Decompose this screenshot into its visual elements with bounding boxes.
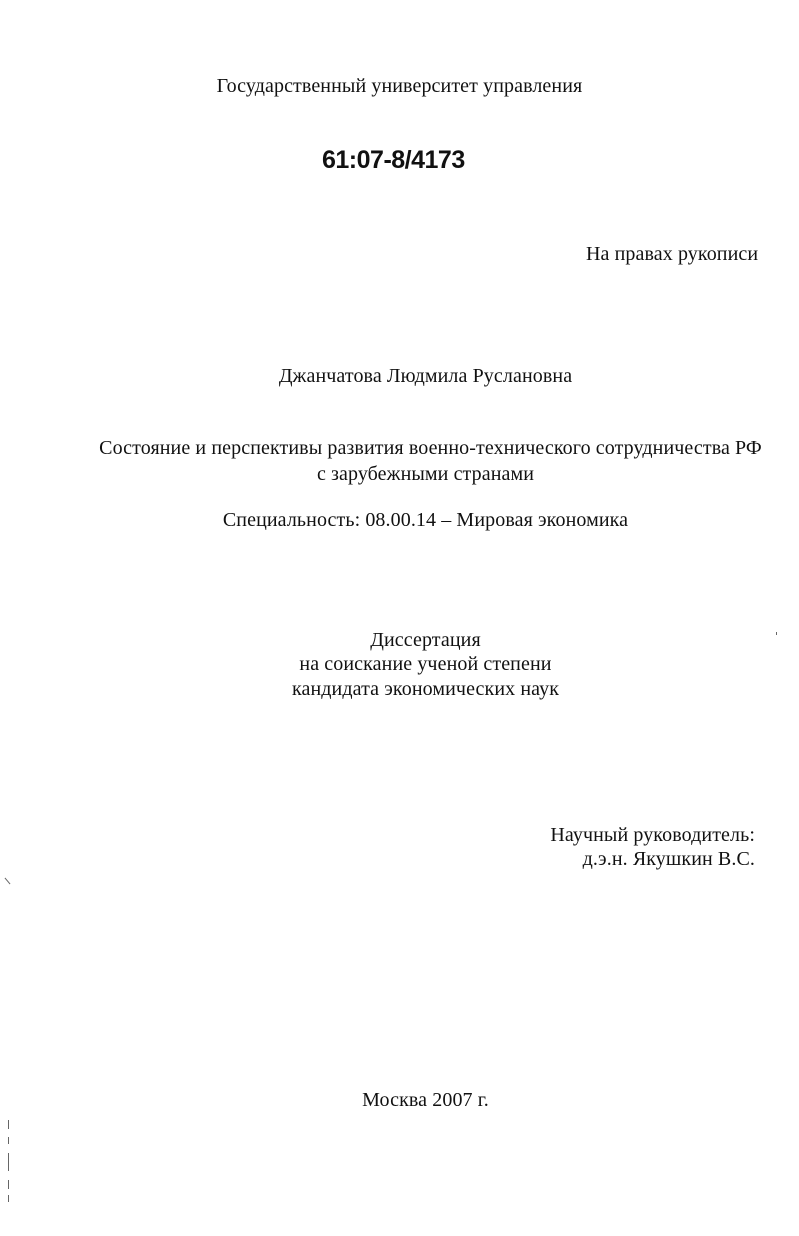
thesis-title-line-2: с зарубежными странами <box>316 463 535 485</box>
supervisor-label: Научный руководитель: <box>550 824 755 846</box>
scan-artifact <box>8 1180 9 1189</box>
city-year: Москва 2007 г. <box>362 1089 489 1111</box>
scan-artifact <box>8 1195 9 1202</box>
scan-artifact <box>776 632 777 635</box>
degree-line-3: кандидата экономических наук <box>291 678 560 700</box>
scan-artifact <box>8 1120 9 1129</box>
thesis-title-line-1: Состояние и перспективы развития военно-технического сотрудничества РФ <box>99 437 762 459</box>
rights-notice: На правах рукописи <box>586 243 759 265</box>
supervisor-name: д.э.н. Якушкин В.С. <box>582 848 755 870</box>
scan-artifact <box>5 878 11 885</box>
author-name: Джанчатова Людмила Руслановна <box>278 365 573 387</box>
degree-line-2: на соискание ученой степени <box>299 653 552 675</box>
degree-line-1: Диссертация <box>370 629 481 651</box>
scan-artifact <box>8 1137 9 1144</box>
university-name: Государственный университет управления <box>216 75 583 97</box>
catalog-number-stamp: 61:07-8/4173 <box>322 146 465 174</box>
scan-artifact <box>8 1153 9 1171</box>
specialty: Специальность: 08.00.14 – Мировая экономика <box>222 509 629 531</box>
